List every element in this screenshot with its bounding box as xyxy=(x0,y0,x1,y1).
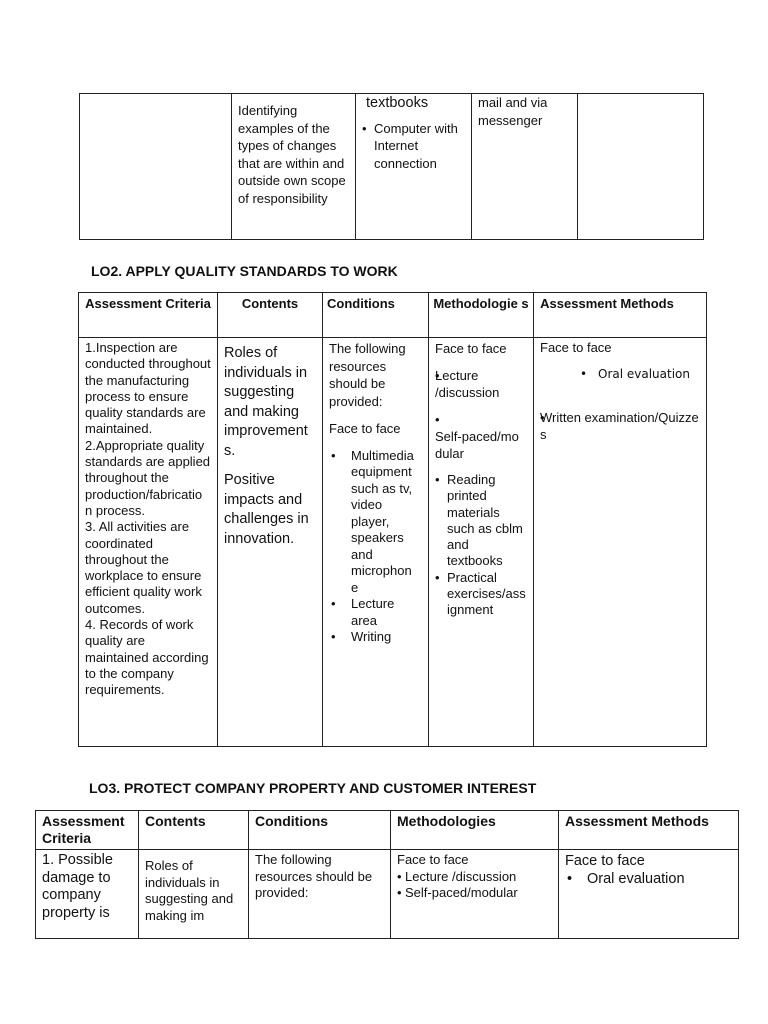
methodologies-intro: Face to face xyxy=(397,852,469,867)
methodologies-selfpaced: Self-paced/mo dular xyxy=(435,429,519,461)
list-item: • Computer with Internet connection xyxy=(362,120,465,173)
conditions-cell xyxy=(249,850,391,939)
contents-text: Identifying examples of the types of changes that are within and outside own scope of responsibility xyxy=(238,103,346,206)
list-item: • Written examination/Quizze s xyxy=(540,409,700,444)
header-cell: Contents xyxy=(139,811,249,850)
contents-cell xyxy=(232,94,356,240)
lo2-heading: LO2. APPLY QUALITY STANDARDS TO WORK xyxy=(91,263,398,279)
header-row xyxy=(79,293,707,338)
header-cell: Assessment Criteria xyxy=(36,811,139,850)
methodologies-list xyxy=(397,869,552,902)
table-row xyxy=(36,850,739,939)
list-item: • Oral evaluation xyxy=(565,870,732,888)
list-item: • Reading printed materials such as cblm and textbooks xyxy=(435,472,527,570)
list-item: • Self-paced/modular xyxy=(397,885,552,902)
criteria-item: 2.Appropriate quality standards are applied throughout the production/fabricatio n process. xyxy=(85,437,211,518)
header-cell: Assessment Methods xyxy=(559,811,739,850)
conditions-text: The following resources should be provided: xyxy=(255,852,373,900)
continuation-table xyxy=(79,93,704,240)
contents-text: Roles of individuals in suggesting and making im xyxy=(145,858,234,923)
list-item: • Lecture /discussion xyxy=(397,869,552,886)
methods-intro: Face to face xyxy=(565,853,645,869)
methods-list xyxy=(540,366,700,382)
header-cell: Assessment Criteria xyxy=(79,293,218,338)
criteria-item: 4. Records of work quality are maintained according to the company requirements. xyxy=(85,617,209,698)
criteria-item: 3. All activities are coordinated throughout the workplace to ensure efficient quality work outcomes. xyxy=(85,519,202,616)
contents-cell xyxy=(139,850,249,939)
list-item: • Lecture /discussion xyxy=(435,367,527,401)
header-cell: Conditions xyxy=(249,811,391,850)
criteria-cell xyxy=(79,338,218,747)
criteria-cell xyxy=(36,850,139,939)
methods-list xyxy=(540,409,700,444)
header-cell: Assessment Methods xyxy=(534,293,707,338)
list-item: • Lecture area xyxy=(329,596,422,629)
methods-cell xyxy=(534,338,707,747)
conditions-cell xyxy=(323,338,429,747)
contents-item: Positive impacts and challenges in innovation. xyxy=(224,472,309,547)
methods-list xyxy=(565,870,732,888)
list-item: • Multimedia equipment such as tv, video player, speakers and microphon e xyxy=(329,448,422,597)
table-row xyxy=(79,338,707,747)
methodologies-cell xyxy=(429,338,534,747)
lo3-table xyxy=(35,810,739,939)
header-row xyxy=(36,811,739,850)
criteria-cell xyxy=(80,94,232,240)
header-cell: Contents xyxy=(218,293,323,338)
list-item: • Practical exercises/ass ignment xyxy=(435,570,527,619)
methods-cell xyxy=(578,94,704,240)
list-item: • Writing xyxy=(329,629,422,646)
contents-cell xyxy=(218,338,323,747)
table-row xyxy=(80,94,704,240)
methods-cell xyxy=(559,850,739,939)
methodologies-text: mail and via messenger xyxy=(478,95,548,128)
header-cell: Conditions xyxy=(323,293,429,338)
methodologies-list xyxy=(435,367,527,401)
conditions-cell xyxy=(356,94,472,240)
methodologies-intro: Face to face xyxy=(435,341,507,356)
methods-intro: Face to face xyxy=(540,340,612,355)
conditions-mode: Face to face xyxy=(329,421,401,436)
methodologies-list xyxy=(435,472,527,619)
criteria-text: 1. Possible damage to company property is xyxy=(42,852,113,921)
contents-item: Roles of individuals in suggesting and making improvement s. xyxy=(224,345,308,459)
criteria-item: 1.Inspection are conducted throughout the manufacturing process to ensure quality standards are maintained. xyxy=(85,340,211,437)
conditions-text: textbooks xyxy=(366,95,429,111)
lo2-table xyxy=(78,292,707,747)
list-item: • Oral evaluation xyxy=(540,366,700,382)
methodologies-cell xyxy=(472,94,578,240)
lo3-heading: LO3. PROTECT COMPANY PROPERTY AND CUSTOMER INTEREST xyxy=(89,780,537,796)
conditions-list xyxy=(362,120,465,173)
header-cell: Methodologies xyxy=(391,811,559,850)
header-cell: Methodologie s xyxy=(429,293,534,338)
conditions-intro: The following resources should be provided: xyxy=(329,341,406,409)
conditions-list xyxy=(329,448,422,646)
empty-bullet: • xyxy=(435,412,440,427)
methodologies-cell xyxy=(391,850,559,939)
